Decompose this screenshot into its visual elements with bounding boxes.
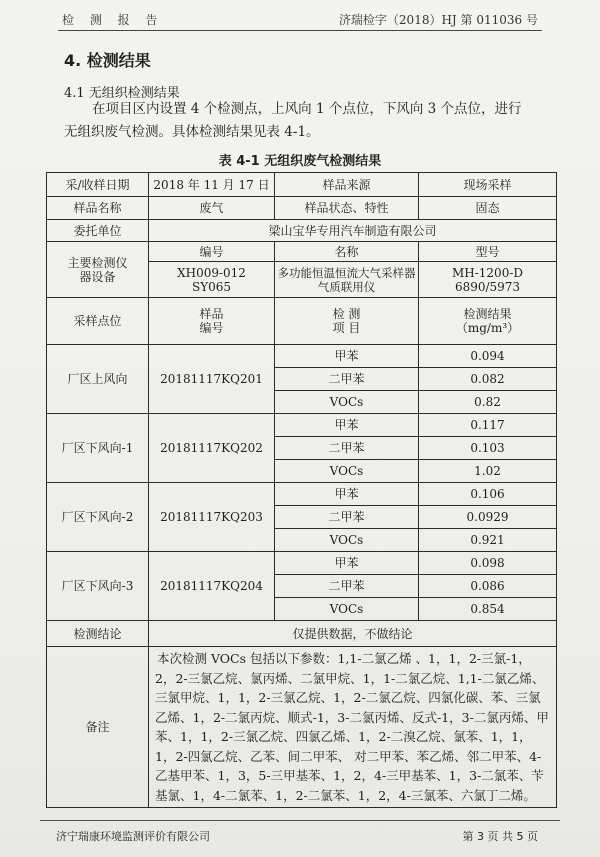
test-result: 0.086	[419, 575, 557, 598]
test-item: 二甲苯	[275, 575, 419, 598]
test-item: 甲苯	[275, 552, 419, 575]
label-equipment: 主要检测仪器设备	[47, 242, 149, 298]
header-report-number: 济瑞检字（2018）HJ 第 011036 号	[338, 13, 538, 27]
label-client: 委托单位	[47, 220, 149, 242]
equipment-model-header: 型号	[419, 242, 557, 262]
test-result: 0.0929	[419, 506, 557, 529]
sampling-point: 厂区下风向-2	[47, 483, 149, 552]
test-result: 0.082	[419, 368, 557, 391]
sample-number: 20181117KQ204	[149, 552, 275, 621]
sample-number: 20181117KQ202	[149, 414, 275, 483]
equipment-name-header: 名称	[275, 242, 419, 262]
remarks: 本次检测 VOCs 包括以下参数：1,1-二氯乙烯 、1，1，2-三氯-1，2，2-三氯乙烷、氯丙烯、二氯甲烷、1，1-二氯乙烷、1,1-二氯乙烯、三氯甲烷、1，1，2-三氯乙烷、1，2-二氯乙烷、四氯化碳、苯、三氯乙烯、1，2-二氯丙烷、顺式-1，3-二氯丙烯、反式-1，3-二氯丙烯、甲苯、1，1，2-三氯乙烷、四氯乙烯、1，2-二溴乙烷、氯苯、1，1，1，2-四氯乙烷、乙苯、间二甲苯、 对二甲苯、苯乙烯、邻二甲苯、4-乙基甲苯、1，3，5-三甲基苯、1，2，4-三甲基苯、1，3-二氯苯、苄基氯、1，4-二氯苯、1，2-二氯苯、1，2，4-三氯苯、六氯丁二烯。	[149, 647, 557, 808]
sample-number: 20181117KQ201	[149, 345, 275, 414]
results-table	[46, 172, 557, 808]
column-header-point: 采样点位	[47, 298, 149, 345]
conclusion: 仅提供数据，不做结论	[149, 621, 557, 647]
sampling-point: 厂区下风向-1	[47, 414, 149, 483]
test-item: VOCs	[275, 598, 419, 621]
equipment-code-header: 编号	[149, 242, 275, 262]
header-divider	[58, 30, 542, 31]
test-result: 0.106	[419, 483, 557, 506]
test-result: 0.098	[419, 552, 557, 575]
label-conclusion: 检测结论	[47, 621, 149, 647]
column-header-item: 检 测 项 目	[275, 298, 419, 345]
intro-paragraph: 在项目区内设置 4 个检测点，上风向 1 个点位，下风向 3 个点位，进行无组织废气检测。具体检测结果见表 4-1。	[64, 101, 522, 140]
test-result: 0.82	[419, 391, 557, 414]
test-item: 甲苯	[275, 483, 419, 506]
test-item: 二甲苯	[275, 506, 419, 529]
sample-source: 现场采样	[419, 173, 557, 197]
test-item: 甲苯	[275, 345, 419, 368]
label-remarks: 备注	[47, 647, 149, 808]
header-report-label: 检 测 报 告	[62, 13, 164, 27]
label-sampling-date: 采/收样日期	[47, 173, 149, 197]
subsection-title: 4.1 无组织检测结果	[64, 86, 180, 101]
section-title: 4. 检测结果	[64, 51, 151, 70]
test-item: VOCs	[275, 460, 419, 483]
equipment-codes: XH009-012 SY065	[149, 262, 275, 298]
test-result: 0.921	[419, 529, 557, 552]
test-item: 二甲苯	[275, 437, 419, 460]
sample-number: 20181117KQ203	[149, 483, 275, 552]
test-result: 0.103	[419, 437, 557, 460]
test-result: 0.117	[419, 414, 557, 437]
test-item: 二甲苯	[275, 368, 419, 391]
test-result: 0.854	[419, 598, 557, 621]
test-result: 0.094	[419, 345, 557, 368]
equipment-names: 多功能恒温恒流大气采样器 气质联用仪	[275, 262, 419, 298]
footer-page-number: 第 3 页 共 5 页	[462, 830, 538, 843]
footer-divider	[40, 820, 560, 821]
sampling-point: 厂区上风向	[47, 345, 149, 414]
test-item: 甲苯	[275, 414, 419, 437]
client-name: 梁山宝华专用汽车制造有限公司	[149, 220, 557, 242]
label-sample-source: 样品来源	[275, 173, 419, 197]
table-title: 表 4-1 无组织废气检测结果	[218, 154, 382, 169]
label-sample-state: 样品状态、特性	[275, 197, 419, 220]
test-result: 1.02	[419, 460, 557, 483]
test-item: VOCs	[275, 529, 419, 552]
column-header-result: 检测结果 （mg/m³）	[419, 298, 557, 345]
sample-name: 废气	[149, 197, 275, 220]
footer-company: 济宁瑞康环境监测评价有限公司	[56, 830, 210, 843]
column-header-sample-no: 样品 编号	[149, 298, 275, 345]
sampling-point: 厂区下风向-3	[47, 552, 149, 621]
equipment-models: MH-1200-D 6890/5973	[419, 262, 557, 298]
test-item: VOCs	[275, 391, 419, 414]
label-sample-name: 样品名称	[47, 197, 149, 220]
sample-state: 固态	[419, 197, 557, 220]
sampling-date: 2018 年 11 月 17 日	[149, 173, 275, 197]
